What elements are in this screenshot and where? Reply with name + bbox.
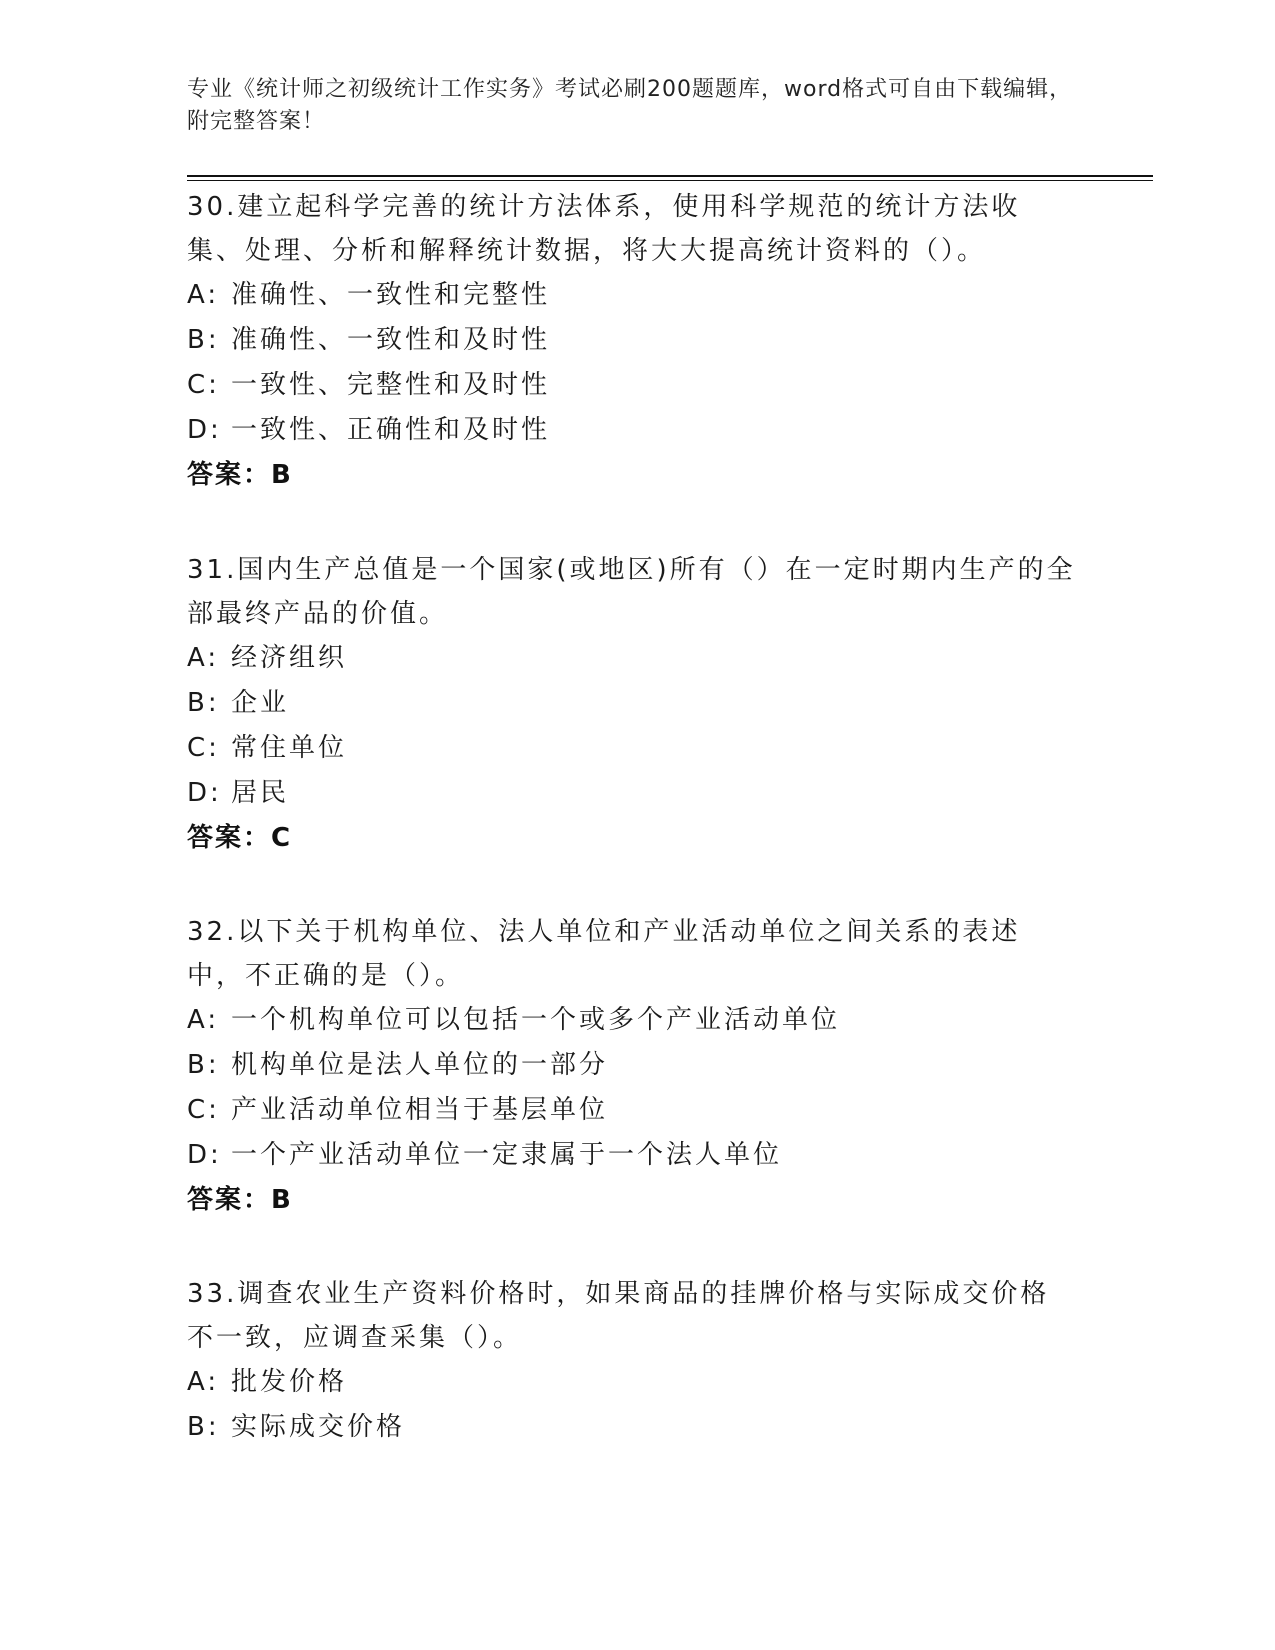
option-key: B: bbox=[187, 1050, 220, 1080]
option-text: 一个机构单位可以包括一个或多个产业活动单位 bbox=[231, 1005, 841, 1035]
option-text: 居民 bbox=[231, 778, 290, 808]
option-a bbox=[187, 636, 1077, 681]
option-key: B: bbox=[187, 325, 220, 355]
header-divider-thin bbox=[187, 180, 1153, 181]
option-key: B: bbox=[187, 688, 220, 718]
option-text: 一致性、完整性和及时性 bbox=[231, 370, 551, 400]
option-key: C: bbox=[187, 370, 220, 400]
question-stem: 30.建立起科学完善的统计方法体系，使用科学规范的统计方法收集、处理、分析和解释统计数据，将大大提高统计资料的（）。 bbox=[187, 192, 1021, 266]
question-31 bbox=[187, 548, 1077, 861]
option-key: A: bbox=[187, 1367, 220, 1397]
option-text: 机构单位是法人单位的一部分 bbox=[231, 1050, 609, 1080]
option-a bbox=[187, 273, 1077, 318]
option-key: A: bbox=[187, 280, 220, 310]
option-text: 准确性、一致性和及时性 bbox=[231, 325, 551, 355]
option-text: 准确性、一致性和完整性 bbox=[231, 280, 551, 310]
option-c bbox=[187, 363, 1077, 408]
option-b bbox=[187, 1043, 1077, 1088]
option-d bbox=[187, 771, 1077, 816]
header-divider-thick bbox=[187, 175, 1153, 177]
question-30 bbox=[187, 185, 1077, 498]
question-stem: 33.调查农业生产资料价格时，如果商品的挂牌价格与实际成交价格不一致，应调查采集（）。 bbox=[187, 1279, 1050, 1353]
option-key: A: bbox=[187, 1005, 220, 1035]
option-text: 一致性、正确性和及时性 bbox=[231, 415, 551, 445]
question-stem: 32.以下关于机构单位、法人单位和产业活动单位之间关系的表述中，不正确的是（）。 bbox=[187, 917, 1021, 991]
option-text: 经济组织 bbox=[231, 643, 348, 673]
option-key: D: bbox=[187, 415, 222, 445]
option-b bbox=[187, 1405, 1077, 1450]
answer-label: 答案：B bbox=[187, 460, 293, 490]
option-key: D: bbox=[187, 1140, 222, 1170]
question-33 bbox=[187, 1272, 1077, 1450]
option-b bbox=[187, 681, 1077, 726]
question-stem: 31.国内生产总值是一个国家(或地区)所有（）在一定时期内生产的全部最终产品的价值。 bbox=[187, 555, 1076, 629]
option-key: B: bbox=[187, 1412, 220, 1442]
answer-label: 答案：B bbox=[187, 1185, 293, 1215]
option-c bbox=[187, 726, 1077, 771]
option-text: 一个产业活动单位一定隶属于一个法人单位 bbox=[231, 1140, 783, 1170]
option-d bbox=[187, 1133, 1077, 1178]
option-key: D: bbox=[187, 778, 222, 808]
option-text: 常住单位 bbox=[231, 733, 348, 763]
option-key: C: bbox=[187, 733, 220, 763]
option-d bbox=[187, 408, 1077, 453]
option-a bbox=[187, 998, 1077, 1043]
option-key: C: bbox=[187, 1095, 220, 1125]
option-c bbox=[187, 1088, 1077, 1133]
question-32 bbox=[187, 910, 1077, 1223]
document-header: 专业《统计师之初级统计工作实务》考试必刷200题题库，word格式可自由下载编辑，附完整答案！ bbox=[187, 77, 1073, 134]
option-key: A: bbox=[187, 643, 220, 673]
option-text: 企业 bbox=[231, 688, 290, 718]
option-text: 产业活动单位相当于基层单位 bbox=[231, 1095, 609, 1125]
option-text: 实际成交价格 bbox=[231, 1412, 406, 1442]
option-text: 批发价格 bbox=[231, 1367, 348, 1397]
option-b bbox=[187, 318, 1077, 363]
option-a bbox=[187, 1360, 1077, 1405]
answer-label: 答案：C bbox=[187, 823, 293, 853]
